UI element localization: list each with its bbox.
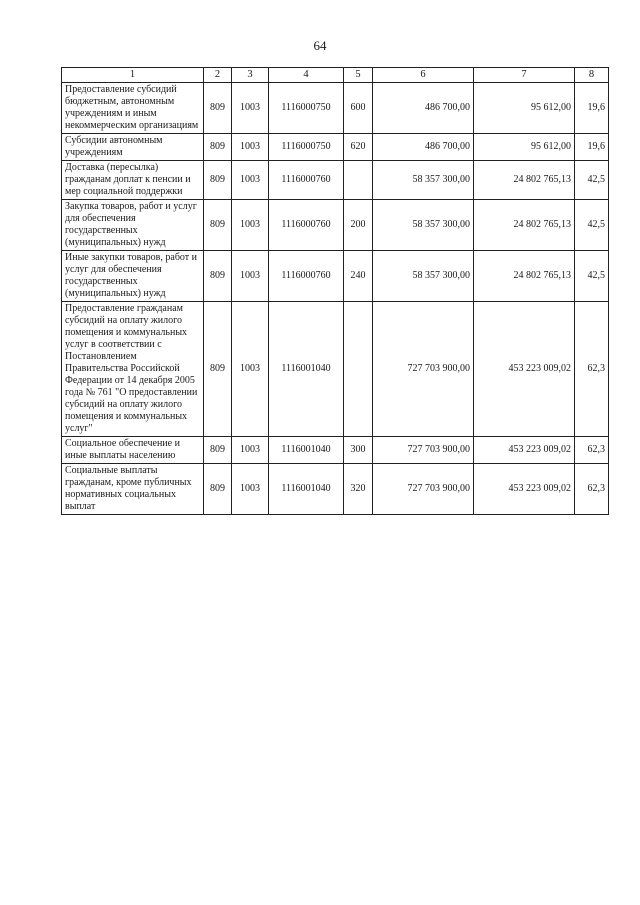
column-header: 4 — [269, 68, 344, 83]
cell-code-2: 809 — [204, 83, 232, 134]
cell-amount-6: 58 357 300,00 — [373, 200, 474, 251]
cell-code-3: 1003 — [232, 302, 269, 437]
cell-amount-7: 453 223 009,02 — [474, 437, 575, 464]
row-name: Предоставление субсидий бюджетным, автономным учреждениям и иным некоммерческим организациям — [62, 83, 204, 134]
cell-code-2: 809 — [204, 200, 232, 251]
row-name: Социальные выплаты гражданам, кроме публичных нормативных социальных выплат — [62, 464, 204, 515]
table-row — [62, 251, 609, 302]
column-header: 7 — [474, 68, 575, 83]
cell-amount-7: 24 802 765,13 — [474, 200, 575, 251]
cell-amount-7: 24 802 765,13 — [474, 161, 575, 200]
cell-amount-6: 58 357 300,00 — [373, 251, 474, 302]
cell-amount-7: 95 612,00 — [474, 134, 575, 161]
row-name: Субсидии автономным учреждениям — [62, 134, 204, 161]
table-row — [62, 83, 609, 134]
cell-percent-8: 19,6 — [575, 134, 609, 161]
page-number: 64 — [313, 38, 327, 53]
cell-percent-8: 42,5 — [575, 251, 609, 302]
cell-code-2: 809 — [204, 134, 232, 161]
cell-code-4: 1116000760 — [269, 161, 344, 200]
cell-code-5 — [344, 161, 373, 200]
column-header: 6 — [373, 68, 474, 83]
cell-percent-8: 62,3 — [575, 437, 609, 464]
row-name: Предоставление гражданам субсидий на оплату жилого помещения и коммунальных услуг в соответствии с Постановлением Правительства Российской Федерации от 14 декабря 2005 года № 761 "О предоставлении субсидий на оплату жилого помещения и коммунальных услуг" — [62, 302, 204, 437]
cell-code-5: 200 — [344, 200, 373, 251]
table-row — [62, 437, 609, 464]
cell-percent-8: 42,5 — [575, 200, 609, 251]
cell-percent-8: 42,5 — [575, 161, 609, 200]
cell-code-2: 809 — [204, 464, 232, 515]
table-row — [62, 464, 609, 515]
column-header: 8 — [575, 68, 609, 83]
cell-code-2: 809 — [204, 302, 232, 437]
column-header: 2 — [204, 68, 232, 83]
cell-code-3: 1003 — [232, 251, 269, 302]
table-row — [62, 161, 609, 200]
cell-amount-7: 95 612,00 — [474, 83, 575, 134]
cell-code-4: 1116001040 — [269, 437, 344, 464]
cell-amount-7: 453 223 009,02 — [474, 464, 575, 515]
cell-code-5 — [344, 302, 373, 437]
cell-code-2: 809 — [204, 437, 232, 464]
row-name: Социальное обеспечение и иные выплаты населению — [62, 437, 204, 464]
row-name: Иные закупки товаров, работ и услуг для обеспечения государственных (муниципальных) нужд — [62, 251, 204, 302]
cell-code-2: 809 — [204, 251, 232, 302]
cell-percent-8: 62,3 — [575, 464, 609, 515]
cell-amount-6: 58 357 300,00 — [373, 161, 474, 200]
cell-code-3: 1003 — [232, 437, 269, 464]
cell-code-5: 600 — [344, 83, 373, 134]
cell-code-5: 320 — [344, 464, 373, 515]
cell-percent-8: 62,3 — [575, 302, 609, 437]
cell-code-5: 240 — [344, 251, 373, 302]
cell-code-2: 809 — [204, 161, 232, 200]
cell-code-5: 620 — [344, 134, 373, 161]
cell-code-4: 1116000760 — [269, 200, 344, 251]
cell-code-4: 1116001040 — [269, 464, 344, 515]
cell-code-3: 1003 — [232, 161, 269, 200]
cell-code-4: 1116000750 — [269, 134, 344, 161]
column-header: 3 — [232, 68, 269, 83]
cell-code-3: 1003 — [232, 134, 269, 161]
cell-amount-6: 727 703 900,00 — [373, 437, 474, 464]
column-header: 1 — [62, 68, 204, 83]
cell-amount-6: 486 700,00 — [373, 83, 474, 134]
budget-table — [61, 67, 609, 515]
row-name: Закупка товаров, работ и услуг для обеспечения государственных (муниципальных) нужд — [62, 200, 204, 251]
cell-code-3: 1003 — [232, 200, 269, 251]
cell-amount-6: 727 703 900,00 — [373, 302, 474, 437]
cell-amount-7: 453 223 009,02 — [474, 302, 575, 437]
cell-code-3: 1003 — [232, 83, 269, 134]
cell-amount-6: 727 703 900,00 — [373, 464, 474, 515]
table-header-row — [62, 68, 609, 83]
row-name: Доставка (пересылка) гражданам доплат к пенсии и мер социальной поддержки — [62, 161, 204, 200]
cell-code-5: 300 — [344, 437, 373, 464]
table-row — [62, 302, 609, 437]
cell-code-4: 1116001040 — [269, 302, 344, 437]
cell-amount-6: 486 700,00 — [373, 134, 474, 161]
cell-amount-7: 24 802 765,13 — [474, 251, 575, 302]
table-row — [62, 134, 609, 161]
table-row — [62, 200, 609, 251]
cell-code-4: 1116000750 — [269, 83, 344, 134]
cell-code-3: 1003 — [232, 464, 269, 515]
column-header: 5 — [344, 68, 373, 83]
cell-code-4: 1116000760 — [269, 251, 344, 302]
cell-percent-8: 19,6 — [575, 83, 609, 134]
